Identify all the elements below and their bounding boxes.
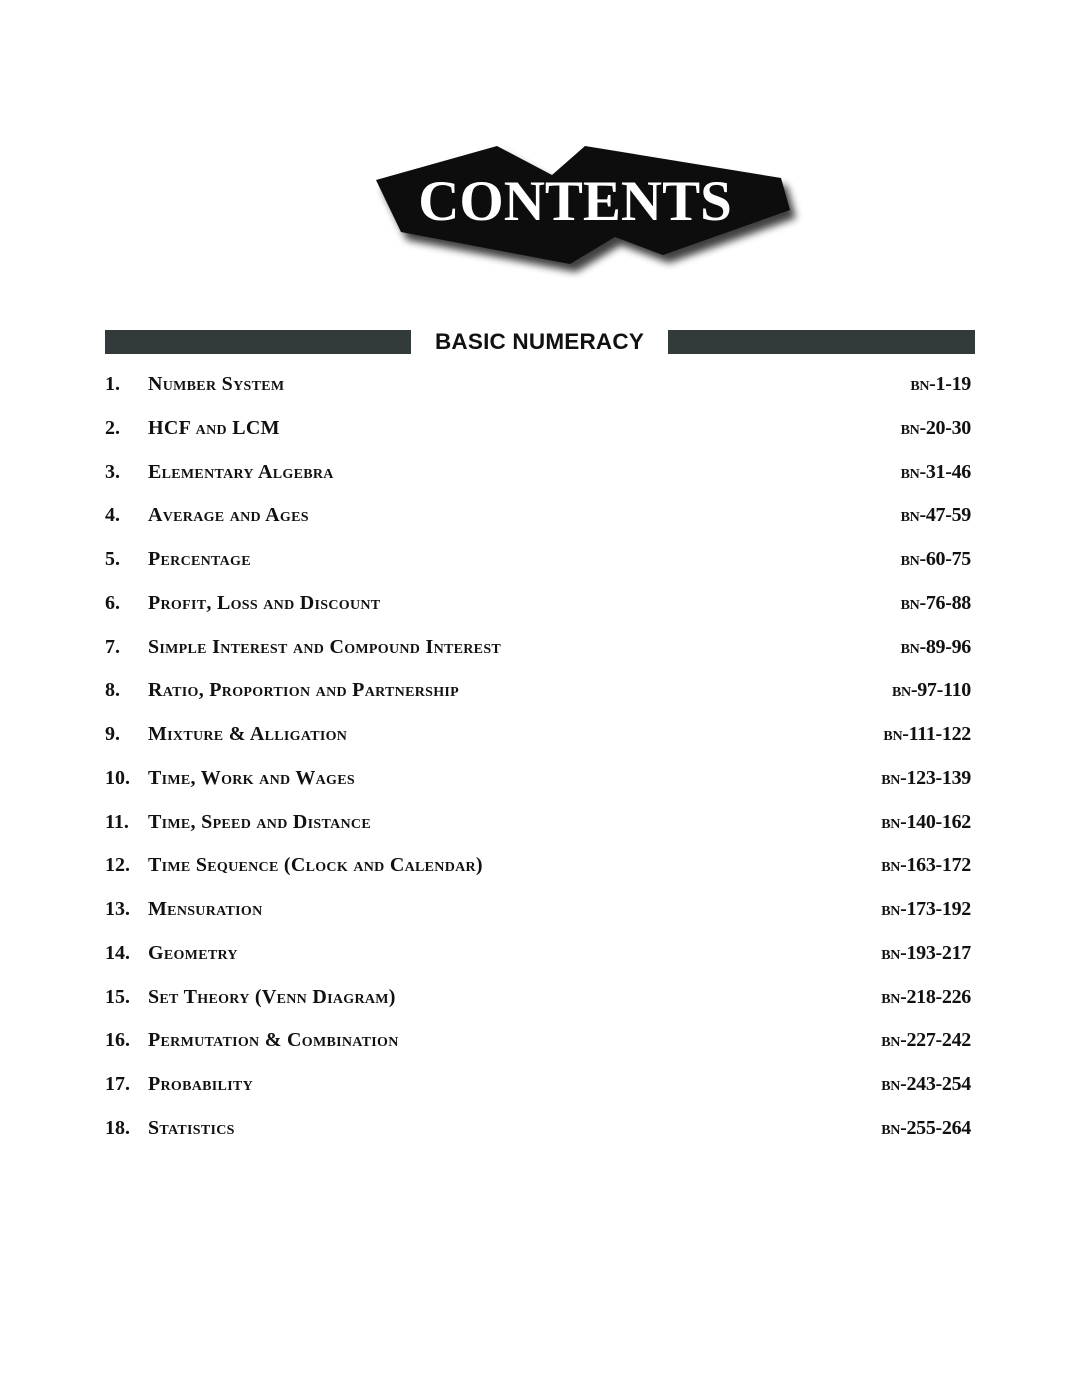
toc-page-range: bn-20-30 bbox=[900, 416, 971, 439]
toc-title: Time, Speed and Distance bbox=[148, 810, 371, 833]
toc-row[interactable] bbox=[105, 938, 971, 982]
toc-page-range: bn-47-59 bbox=[900, 504, 971, 527]
toc-row[interactable] bbox=[105, 632, 971, 676]
page-title: CONTENTS bbox=[418, 170, 732, 233]
toc-title: Mixture & Alligation bbox=[148, 723, 348, 745]
toc-row[interactable] bbox=[105, 500, 971, 544]
toc-number: 18. bbox=[105, 1116, 130, 1139]
toc-title: Number System bbox=[148, 373, 285, 395]
toc-number: 7. bbox=[105, 635, 120, 658]
toc-row[interactable] bbox=[105, 763, 971, 807]
toc-title: Average and Ages bbox=[148, 504, 309, 527]
toc-page-range: bn-97-110 bbox=[892, 679, 971, 702]
toc-row[interactable] bbox=[105, 588, 971, 632]
toc-title: HCF and LCM bbox=[148, 416, 280, 439]
toc-number: 2. bbox=[105, 416, 120, 439]
toc-row[interactable] bbox=[105, 369, 971, 413]
toc-row[interactable] bbox=[105, 719, 971, 763]
toc-title: Set Theory (Venn Diagram) bbox=[148, 985, 396, 1008]
section-header bbox=[105, 329, 975, 355]
toc-number: 5. bbox=[105, 548, 120, 570]
toc-title: Geometry bbox=[148, 941, 238, 964]
toc-number: 4. bbox=[105, 504, 120, 527]
toc-number: 3. bbox=[105, 460, 120, 483]
toc-page-range: bn-193-217 bbox=[881, 941, 971, 964]
toc-title: Time Sequence (Clock and Calendar) bbox=[148, 854, 483, 877]
section-title: BASIC NUMERACY bbox=[434, 329, 645, 354]
toc-title: Ratio, Proportion and Partnership bbox=[148, 679, 460, 702]
toc-page-range: bn-60-75 bbox=[900, 548, 971, 570]
toc-row[interactable] bbox=[105, 675, 971, 719]
section-bar-left bbox=[105, 330, 411, 354]
toc-number: 14. bbox=[105, 941, 130, 964]
toc-page-range: bn-173-192 bbox=[881, 898, 971, 920]
section-bar-right bbox=[668, 330, 975, 354]
toc-number: 11. bbox=[105, 810, 129, 833]
toc-page-range: bn-123-139 bbox=[881, 766, 971, 789]
toc-number: 15. bbox=[105, 985, 130, 1008]
toc-row[interactable] bbox=[105, 982, 971, 1026]
toc-number: 13. bbox=[105, 898, 130, 920]
toc-number: 6. bbox=[105, 591, 120, 614]
toc-row[interactable] bbox=[105, 457, 971, 501]
toc-page-range: bn-163-172 bbox=[881, 854, 971, 877]
toc-page-range: bn-227-242 bbox=[881, 1029, 971, 1052]
toc-row[interactable] bbox=[105, 807, 971, 851]
toc-title: Statistics bbox=[148, 1116, 235, 1139]
toc-page-range: bn-76-88 bbox=[900, 591, 971, 614]
toc-number: 16. bbox=[105, 1029, 130, 1052]
toc-page-range: bn-31-46 bbox=[900, 460, 971, 483]
toc-page-range: bn-255-264 bbox=[881, 1116, 971, 1139]
toc-number: 10. bbox=[105, 766, 130, 789]
toc-page-range: bn-1-19 bbox=[910, 373, 971, 395]
toc-row[interactable] bbox=[105, 894, 971, 938]
toc-title: Percentage bbox=[148, 548, 251, 570]
toc-page-range: bn-243-254 bbox=[881, 1073, 971, 1095]
contents-banner bbox=[360, 135, 820, 285]
toc-title: Mensuration bbox=[148, 898, 263, 920]
toc-title: Probability bbox=[148, 1073, 253, 1095]
toc-number: 1. bbox=[105, 373, 120, 395]
toc-page-range: bn-140-162 bbox=[881, 810, 971, 833]
toc-number: 17. bbox=[105, 1073, 130, 1095]
toc-title: Profit, Loss and Discount bbox=[148, 591, 381, 614]
toc-title: Time, Work and Wages bbox=[148, 766, 355, 789]
toc-number: 9. bbox=[105, 723, 120, 745]
toc-row[interactable] bbox=[105, 850, 971, 894]
toc-row[interactable] bbox=[105, 544, 971, 588]
toc-row[interactable] bbox=[105, 1113, 971, 1157]
toc-title: Elementary Algebra bbox=[148, 460, 334, 483]
toc-title: Permutation & Combination bbox=[148, 1029, 399, 1052]
toc-page-range: bn-218-226 bbox=[881, 985, 971, 1008]
toc-number: 8. bbox=[105, 679, 120, 702]
toc-list bbox=[105, 369, 971, 1157]
toc-row[interactable] bbox=[105, 1069, 971, 1113]
toc-page-range: bn-89-96 bbox=[900, 635, 971, 658]
toc-row[interactable] bbox=[105, 1025, 971, 1069]
toc-title: Simple Interest and Compound Interest bbox=[148, 635, 502, 658]
toc-row[interactable] bbox=[105, 413, 971, 457]
toc-page-range: bn-111-122 bbox=[883, 723, 971, 745]
toc-number: 12. bbox=[105, 854, 130, 877]
